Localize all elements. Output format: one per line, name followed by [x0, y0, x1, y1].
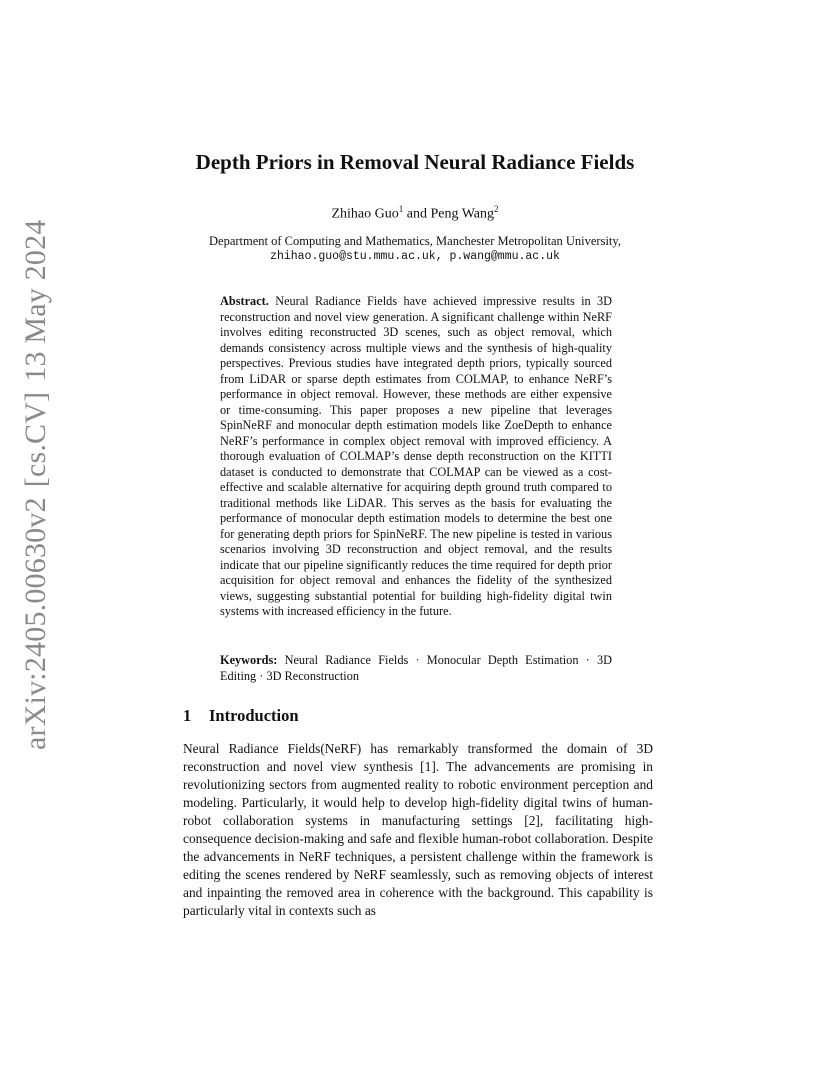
introduction-paragraph: Neural Radiance Fields(NeRF) has remarkably transformed the domain of 3D reconstruction and novel view synthesis [1]. The advancements are promising in revolutionizing sectors from augmented reality to robotic environment perception and modeling. Particularly, it would help to develop high-fidelity digital twins of human-robot collaboration systems in manufacturing settings [2], facilitating high-consequence decision-making and safe and flexible human-robot collaboration. Despite the advancements in NeRF techniques, a persistent challenge within the framework is editing the scenes rendered by NeRF seamlessly, such as removing objects of interest and inpainting the removed area in coherence with the background. This capability is particularly vital in contexts such as: [183, 741, 653, 918]
author-list: [90, 204, 740, 223]
arxiv-date: 13 May 2024: [19, 219, 52, 382]
abstract-label: Abstract.: [220, 294, 269, 308]
paper-title: Depth Priors in Removal Neural Radiance Fields: [195, 150, 635, 174]
author-connector: and: [403, 206, 431, 222]
arxiv-stamp: [8, 219, 64, 750]
author-name: Zhihao Guo: [331, 206, 399, 222]
affiliation-text: Department of Computing and Mathematics, Manchester Metropolitan University,: [209, 234, 621, 248]
keywords-label: Keywords:: [220, 653, 278, 667]
affiliation-marker: 1: [398, 204, 404, 214]
author-name: Peng Wang: [430, 206, 495, 222]
abstract: [220, 294, 612, 620]
section-heading: [183, 706, 299, 726]
keywords: [220, 653, 612, 684]
section-number: 1: [183, 706, 192, 725]
arxiv-category: [cs.CV]: [19, 391, 52, 488]
abstract-text: Neural Radiance Fields have achieved impressive results in 3D reconstruction and novel view generation. A significant challenge within NeRF involves editing reconstructed 3D scenes, such as object removal, which demands consistency across multiple views and the synthesis of high-quality perspectives. Previous studies have integrated depth priors, typically sourced from LiDAR or sparse depth estimates from COLMAP, to enhance NeRF’s performance in object removal. However, these methods are either expensive or time-consuming. This paper proposes a new pipeline that leverages SpinNeRF and monocular depth estimation models like ZoeDepth to enhance NeRF’s performance in complex object removal with improved efficiency. A thorough evaluation of COLMAP’s dense depth reconstruction on the KITTI dataset is conducted to demonstrate that COLMAP can be viewed as a cost-effective and scalable alternative for acquiring depth ground truth compared to traditional methods like LiDAR. This serves as the basis for evaluating the performance of monocular depth estimation models to determine the best one for generating depth priors for SpinNeRF. The new pipeline is tested in various scenarios involving 3D reconstruction and object removal, and the results indicate that our pipeline significantly reduces the time required for depth prior acquisition for object removal and enhances the fidelity of the synthesized views, suggesting substantial potential for building high-fidelity digital twin systems with increased efficiency in the future.: [220, 294, 612, 618]
keywords-text: Neural Radiance Fields · Monocular Depth Estimation · 3D Editing · 3D Reconstruction: [220, 653, 612, 683]
affiliation-marker: 2: [494, 204, 499, 214]
author-emails: zhihao.guo@stu.mmu.ac.uk, p.wang@mmu.ac.uk: [270, 250, 560, 263]
section-title: Introduction: [209, 706, 299, 725]
arxiv-id: arXiv:2405.00630v2: [19, 497, 52, 750]
affiliation-block: [90, 233, 740, 265]
